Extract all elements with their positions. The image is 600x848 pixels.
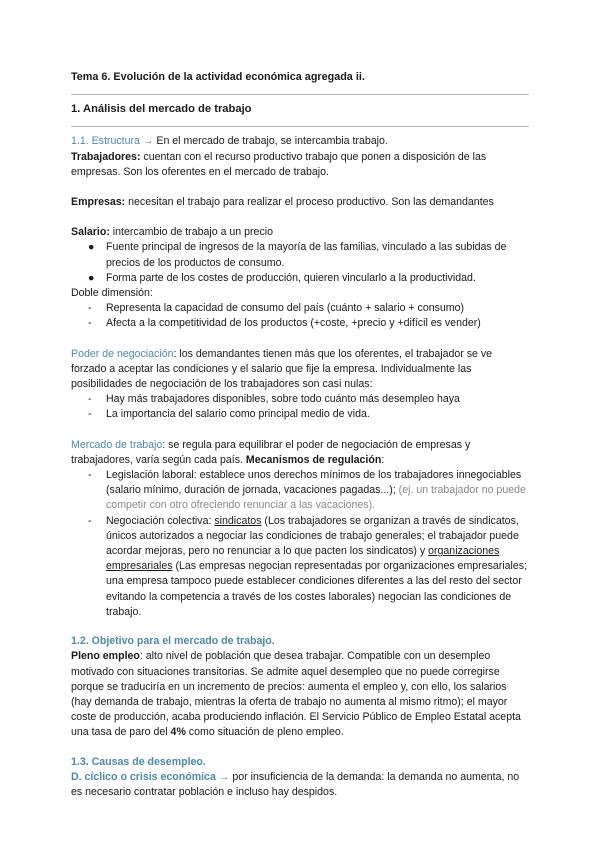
dash-icon: - xyxy=(88,393,92,406)
arrow-icon: → xyxy=(142,135,154,148)
paragraph-desempleo-ciclico: D. cíclico o crisis económica → por insuficiencia de la demanda: la demanda no aumenta, no es necesario contratar población e incluso hay despidos. xyxy=(71,770,520,798)
bullet-icon: ● xyxy=(88,241,95,254)
bullet-icon: ● xyxy=(88,271,95,284)
subsection-heading-1-2: 1.2. Objetivo para el mercado de trabajo. xyxy=(71,635,275,648)
document-title: Tema 6. Evolución de la actividad económica agregada ii. xyxy=(71,71,365,83)
list-item: - Afecta a la competitividad de los productos (+coste, +precio y +difícil es vender) xyxy=(71,316,529,331)
section-heading-1: 1. Análisis del mercado de trabajo xyxy=(71,103,252,116)
dash-icon: - xyxy=(88,408,92,421)
paragraph-estructura: 1.1. Estructura → En el mercado de trabajo, se intercambia trabajo. xyxy=(71,135,388,148)
paragraph-mercado: Mercado de trabajo: se regula para equilibrar el poder de negociación de empresas y trabajadores, varía según cada país. Mecanismos de regulación: xyxy=(71,438,471,466)
dash-icon: - xyxy=(88,317,92,330)
subsection-heading-1-3: 1.3. Causas de desempleo. xyxy=(71,755,206,768)
subsection-label: 1.1. Estructura xyxy=(71,135,140,148)
list-item: - Hay más trabajadores disponibles, sobre todo cuánto más desempleo haya xyxy=(71,392,529,407)
paragraph-trabajadores: Trabajadores: cuentan con el recurso productivo trabajo que ponen a disposición de las empresas. Son los oferentes en el mercado de trabajo. xyxy=(71,150,487,178)
mecanismos-list xyxy=(71,468,529,620)
divider xyxy=(71,94,529,95)
dash-icon: - xyxy=(88,514,92,527)
list-item: - Negociación colectiva: sindicatos (Los trabajadores se organizan a través de sindicatos, únicos autorizados a negociar las condiciones de trabajo generales; el trabajador puede acordar mejoras, pero no renunciar a lo que pacten los sindicatos) y organizaciones empresariales (Las empresas negocian representadas por organizaciones empresariales; una empresa tampoco puede establecer condiciones diferentes a las del resto del sector evitando la competencia a través de los costes laborales) negocian las condiciones de trabajo. xyxy=(88,514,528,618)
list-item: ● Fuente principal de ingresos de la mayoría de las familias, vinculado a las subidas de precios de los productos de consumo. xyxy=(88,241,507,269)
poder-list xyxy=(71,392,529,422)
list-item: - Legislación laboral: establece unos derechos mínimos de los trabajadores innegociables (salario mínimo, duración de jornada, vacaciones pagadas...); (ej. un trabajador no puede competir con otro ofreciendo renunciar a las vacaciones). xyxy=(88,469,526,512)
paragraph-pleno-empleo: Pleno empleo: alto nivel de población que desea trabajar. Compatible con un desempleo motivado con situaciones transitorias. Se admite aquel desempleo que no puede corregirse porque se traduciría en un incremento de precios: aumenta el empleo y, con ello, los salarios (hay demanda de trabajo, mientras la oferta de trabajo no aumenta al mismo ritmo); el mayor coste de producción, acaba produciendo inflación. El Servicio Público de Empleo Estatal acepta una tasa de paro del 4% como situación de pleno empleo. xyxy=(71,650,521,739)
doble-dimension-list xyxy=(71,301,529,331)
list-item: ● Forma parte de los costes de producción, quieren vincularlo a la productividad. xyxy=(71,271,529,286)
paragraph-salario: Salario: intercambio de trabajo a un precio xyxy=(71,226,273,239)
dash-icon: - xyxy=(88,469,92,482)
salario-bullet-list xyxy=(71,240,529,286)
dash-icon: - xyxy=(88,302,92,315)
list-item: - La importancia del salario como principal medio de vida. xyxy=(71,407,529,422)
doble-dimension-label: Doble dimensión: xyxy=(71,287,153,300)
list-item: - Representa la capacidad de consumo del país (cuánto + salario + consumo) xyxy=(71,301,529,316)
document-page xyxy=(71,70,529,800)
paragraph-poder: Poder de negociación: los demandantes tienen más que los oferentes, el trabajador se ve forzado a aceptar las condiciones y el salario que fije la empresa. Individualmente las posibilidades de negociación de los trabajadores son casi nulas: xyxy=(71,347,493,391)
paragraph-empresas: Empresas: necesitan el trabajo para realizar el proceso productivo. Son las demandantes xyxy=(71,196,494,209)
